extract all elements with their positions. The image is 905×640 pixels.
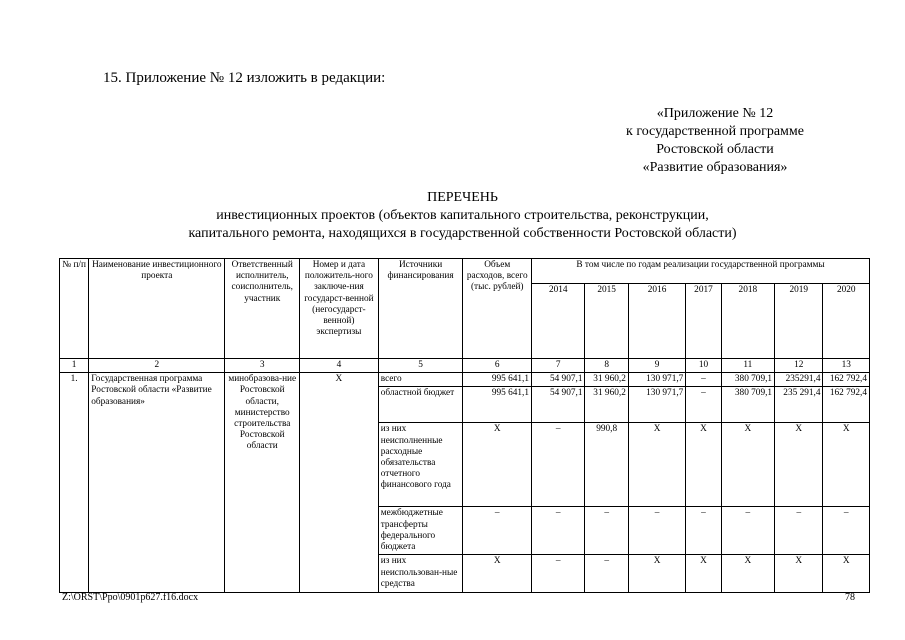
- value-cell: X: [628, 555, 685, 593]
- project-name: Государственная программа Ростовской области «Развитие образования»: [89, 373, 225, 593]
- appendix-line: «Развитие образования»: [642, 160, 788, 175]
- header-year: 2017: [686, 284, 721, 359]
- table-row: [60, 373, 870, 387]
- appendix-line: к государственной программе: [626, 124, 804, 139]
- header-year: 2019: [775, 284, 823, 359]
- column-number: 9: [628, 359, 685, 373]
- appendix-reference: [585, 105, 845, 177]
- header-year: 2015: [585, 284, 628, 359]
- value-cell: –: [463, 507, 532, 555]
- column-number: 8: [585, 359, 628, 373]
- value-cell: –: [585, 555, 628, 593]
- value-cell: 235 291,4: [775, 387, 823, 423]
- file-path: Z:\ORST\Ppo\0901p627.f16.docx: [62, 592, 199, 603]
- header-name: Наименование инвестиционного проекта: [89, 259, 225, 359]
- header-year: 2020: [823, 284, 870, 359]
- header-expertise: Номер и дата положитель-ного заключе-ния государст-венной (негосударст-венной) экспертизы: [300, 259, 379, 359]
- value-cell: X: [628, 423, 685, 507]
- value-cell: –: [823, 507, 870, 555]
- column-number: 6: [463, 359, 532, 373]
- value-cell: 54 907,1: [532, 387, 585, 423]
- intro-text: 15. Приложение № 12 изложить в редакции:: [103, 70, 386, 86]
- project-num: 1.: [60, 373, 89, 593]
- value-cell: –: [686, 373, 721, 387]
- value-cell: –: [532, 555, 585, 593]
- title-heading: ПЕРЕЧЕНЬ: [427, 190, 498, 205]
- value-cell: X: [463, 555, 532, 593]
- value-cell: X: [463, 423, 532, 507]
- value-cell: X: [823, 423, 870, 507]
- title-line: капитального ремонта, находящихся в государственной собственности Ростовской области): [188, 226, 737, 241]
- column-number: 1: [60, 359, 89, 373]
- column-number: 5: [378, 359, 463, 373]
- value-cell: 130 971,7: [628, 387, 685, 423]
- value-cell: –: [532, 423, 585, 507]
- value-cell: 54 907,1: [532, 373, 585, 387]
- header-year: 2016: [628, 284, 685, 359]
- value-cell: 235291,4: [775, 373, 823, 387]
- value-cell: 380 709,1: [721, 387, 774, 423]
- value-cell: 31 960,2: [585, 373, 628, 387]
- header-year: 2018: [721, 284, 774, 359]
- value-cell: 130 971,7: [628, 373, 685, 387]
- value-cell: X: [686, 555, 721, 593]
- column-number: 7: [532, 359, 585, 373]
- value-cell: –: [585, 507, 628, 555]
- source-cell: межбюджетные трансферты федерального бюджета: [378, 507, 463, 555]
- column-number: 2: [89, 359, 225, 373]
- header-by-year: В том числе по годам реализации государственной программы: [532, 259, 870, 284]
- value-cell: X: [775, 423, 823, 507]
- value-cell: 990,8: [585, 423, 628, 507]
- source-cell: всего: [378, 373, 463, 387]
- title-line: инвестиционных проектов (объектов капитального строительства, реконструкции,: [216, 208, 709, 223]
- column-numbers-row: [60, 359, 870, 373]
- column-number: 12: [775, 359, 823, 373]
- value-cell: 162 792,4: [823, 373, 870, 387]
- page-number: 78: [845, 592, 855, 603]
- column-number: 11: [721, 359, 774, 373]
- source-cell: из них неисполненные расходные обязательства отчетного финансового года: [378, 423, 463, 507]
- value-cell: 31 960,2: [585, 387, 628, 423]
- appendix-line: «Приложение № 12: [656, 106, 774, 121]
- column-number: 10: [686, 359, 721, 373]
- value-cell: –: [532, 507, 585, 555]
- header-num: № п/п: [60, 259, 89, 359]
- value-cell: X: [775, 555, 823, 593]
- header-row: [60, 259, 870, 284]
- value-cell: –: [686, 507, 721, 555]
- value-cell: X: [721, 423, 774, 507]
- header-year: 2014: [532, 284, 585, 359]
- value-cell: X: [823, 555, 870, 593]
- value-cell: 380 709,1: [721, 373, 774, 387]
- value-cell: –: [686, 387, 721, 423]
- value-cell: 995 641,1: [463, 373, 532, 387]
- value-cell: –: [775, 507, 823, 555]
- source-cell: областной бюджет: [378, 387, 463, 423]
- document-title: [60, 189, 865, 243]
- project-executor: минобразова-ние Ростовской области, министерство строительства Ростовской области: [225, 373, 300, 593]
- column-number: 4: [300, 359, 379, 373]
- project-expertise: X: [300, 373, 379, 593]
- value-cell: –: [628, 507, 685, 555]
- investment-projects-table: [59, 258, 870, 593]
- value-cell: –: [721, 507, 774, 555]
- header-executor: Ответственный исполнитель, соисполнитель, участник: [225, 259, 300, 359]
- column-number: 3: [225, 359, 300, 373]
- header-sources: Источники финансирования: [378, 259, 463, 359]
- value-cell: 162 792,4: [823, 387, 870, 423]
- header-volume: Объем расходов, всего (тыс. рублей): [463, 259, 532, 359]
- column-number: 13: [823, 359, 870, 373]
- value-cell: X: [686, 423, 721, 507]
- value-cell: 995 641,1: [463, 387, 532, 423]
- appendix-line: Ростовской области: [656, 142, 774, 157]
- source-cell: из них неиспользован-ные средства: [378, 555, 463, 593]
- value-cell: X: [721, 555, 774, 593]
